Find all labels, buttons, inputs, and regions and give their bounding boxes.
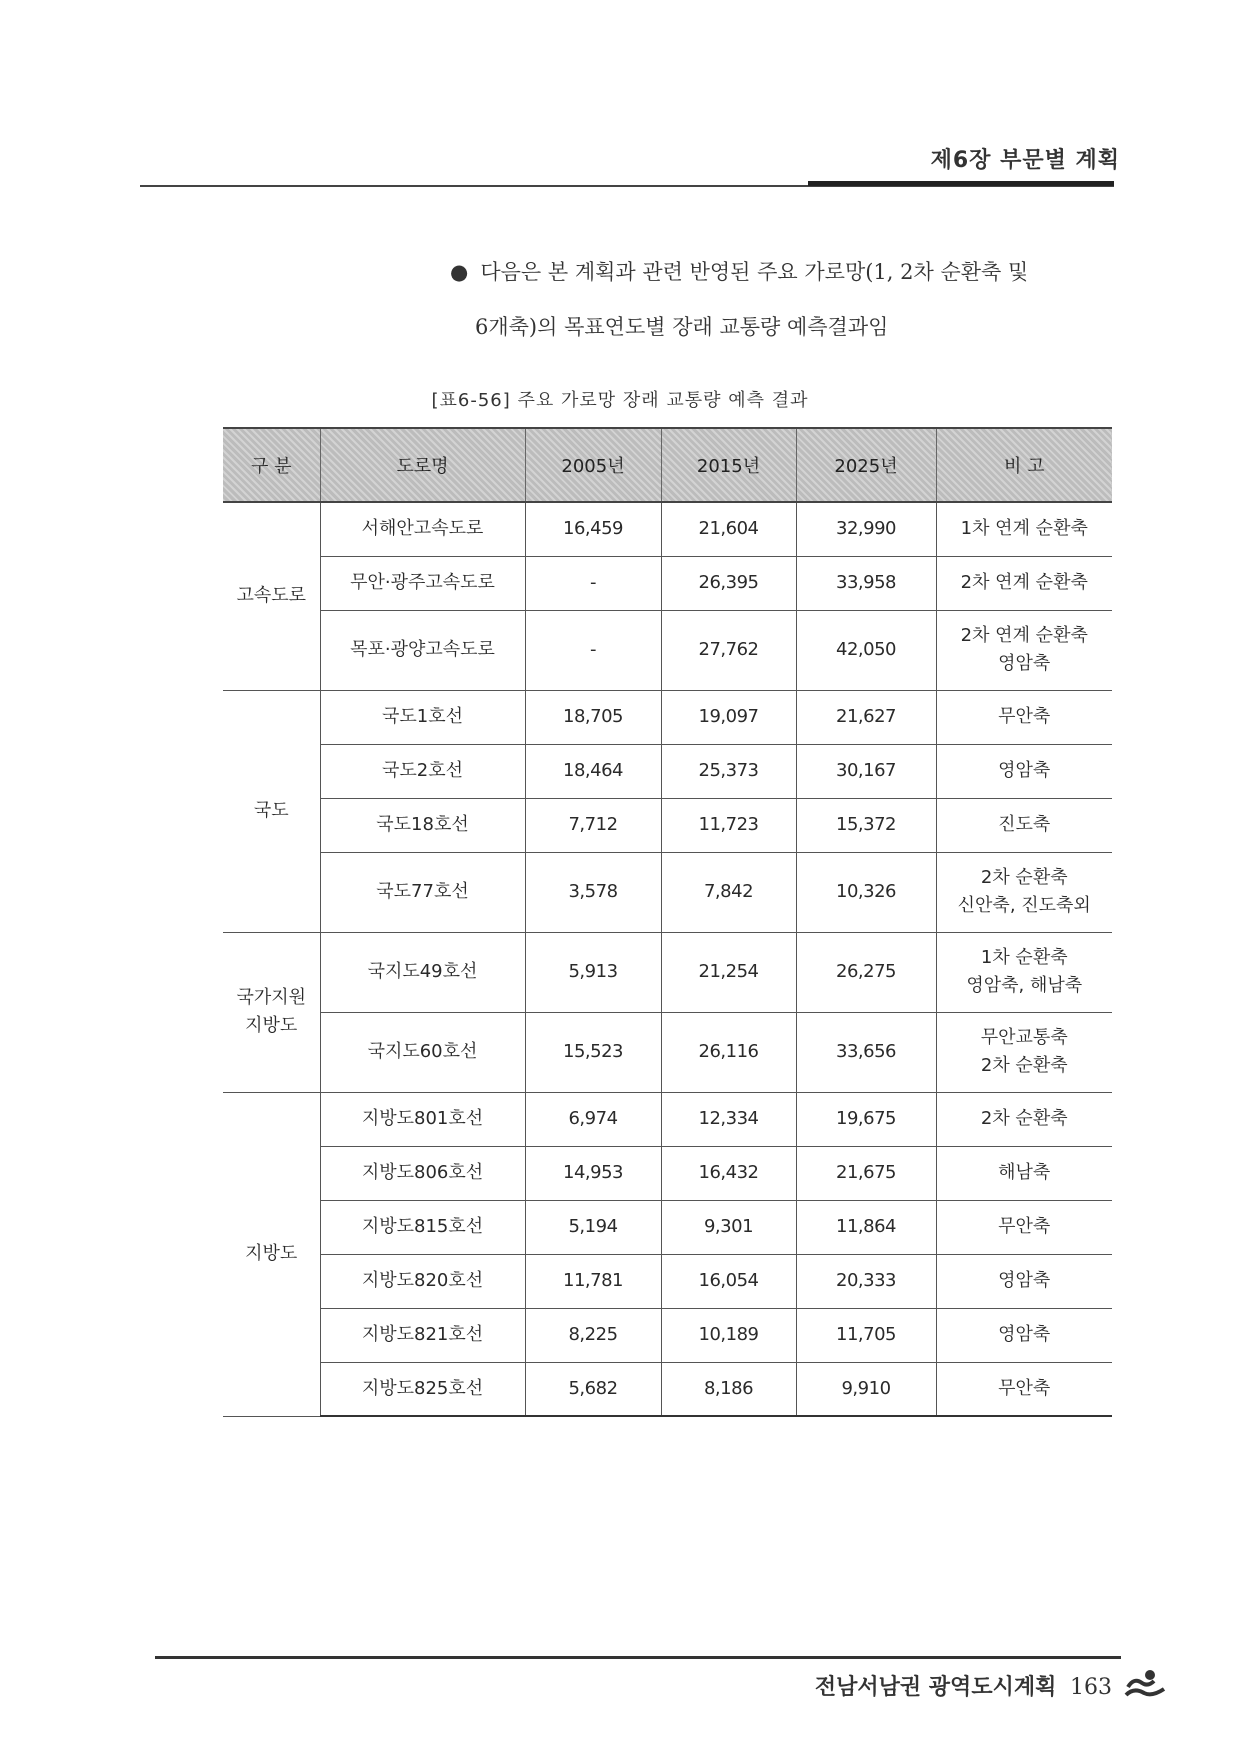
footer [815,1670,1112,1701]
note-cell: 무안교통축 2차 순환축 [936,1012,1112,1092]
table-row [223,1254,1112,1308]
table-row [223,610,1112,690]
value-2025: 19,675 [796,1092,936,1146]
road-cell: 지방도815호선 [320,1200,525,1254]
value-2005: 14,953 [525,1146,661,1200]
table-row [223,1200,1112,1254]
road-cell: 국지도60호선 [320,1012,525,1092]
value-2005: 3,578 [525,852,661,932]
value-2005: 8,225 [525,1308,661,1362]
note-cell: 2차 연계 순환축 [936,556,1112,610]
value-2005: 15,523 [525,1012,661,1092]
table-row [223,852,1112,932]
note-cell: 무안축 [936,1362,1112,1416]
header-2005: 2005년 [525,428,661,502]
note-cell: 무안축 [936,690,1112,744]
note-cell: 2차 연계 순환축 영암축 [936,610,1112,690]
value-2005: - [525,556,661,610]
value-2005: - [525,610,661,690]
value-2015: 19,097 [661,690,796,744]
value-2025: 26,275 [796,932,936,1012]
value-2025: 33,656 [796,1012,936,1092]
group-cell: 국가지원 지방도 [223,932,320,1092]
chapter-title: 제6장 부문별 계획 [930,148,1120,173]
table-row [223,1092,1112,1146]
header-note: 비 고 [936,428,1112,502]
value-2025: 21,675 [796,1146,936,1200]
table-row [223,1308,1112,1362]
header-2025: 2025년 [796,428,936,502]
table-row [223,1362,1112,1416]
road-cell: 국도77호선 [320,852,525,932]
value-2015: 10,189 [661,1308,796,1362]
table-header-row [223,428,1112,502]
value-2005: 16,459 [525,502,661,556]
intro-line-1: ● 다음은 본 계획과 관련 반영된 주요 가로망(1, 2차 순환축 및 [450,260,1029,284]
value-2005: 5,682 [525,1362,661,1416]
value-2025: 32,990 [796,502,936,556]
note-cell: 1차 순환축 영암축, 해남축 [936,932,1112,1012]
group-cell: 고속도로 [223,502,320,690]
value-2025: 20,333 [796,1254,936,1308]
table-row [223,690,1112,744]
value-2015: 12,334 [661,1092,796,1146]
value-2015: 16,432 [661,1146,796,1200]
value-2005: 7,712 [525,798,661,852]
bullet-icon: ● [450,260,469,284]
road-cell: 목포·광양고속도로 [320,610,525,690]
note-cell: 1차 연계 순환축 [936,502,1112,556]
intro-line-2: 6개축)의 목표연도별 장래 교통량 예측결과임 [475,315,889,339]
table-row [223,798,1112,852]
note-cell: 진도축 [936,798,1112,852]
value-2025: 30,167 [796,744,936,798]
traffic-forecast-table [223,427,1112,1417]
value-2025: 11,864 [796,1200,936,1254]
value-2005: 5,913 [525,932,661,1012]
note-cell: 무안축 [936,1200,1112,1254]
value-2015: 21,254 [661,932,796,1012]
header-category: 구 분 [223,428,320,502]
page-number: 163 [1070,1675,1112,1700]
intro-paragraph [450,245,1130,355]
note-cell: 해남축 [936,1146,1112,1200]
road-cell: 국도2호선 [320,744,525,798]
road-cell: 지방도820호선 [320,1254,525,1308]
value-2025: 10,326 [796,852,936,932]
value-2015: 8,186 [661,1362,796,1416]
note-cell: 영암축 [936,744,1112,798]
road-cell: 국도18호선 [320,798,525,852]
road-cell: 지방도821호선 [320,1308,525,1362]
road-cell: 국도1호선 [320,690,525,744]
value-2015: 25,373 [661,744,796,798]
road-cell: 무안·광주고속도로 [320,556,525,610]
road-cell: 국지도49호선 [320,932,525,1012]
header-road-name: 도로명 [320,428,525,502]
note-cell: 2차 순환축 [936,1092,1112,1146]
value-2025: 21,627 [796,690,936,744]
header-rule-accent [808,181,1114,186]
value-2005: 18,464 [525,744,661,798]
value-2025: 11,705 [796,1308,936,1362]
value-2005: 6,974 [525,1092,661,1146]
value-2005: 18,705 [525,690,661,744]
value-2015: 7,842 [661,852,796,932]
value-2015: 11,723 [661,798,796,852]
group-cell: 지방도 [223,1092,320,1416]
value-2025: 33,958 [796,556,936,610]
value-2015: 26,395 [661,556,796,610]
value-2015: 16,054 [661,1254,796,1308]
wave-logo-icon [1122,1665,1168,1701]
table-row [223,1146,1112,1200]
road-cell: 지방도806호선 [320,1146,525,1200]
value-2005: 5,194 [525,1200,661,1254]
footer-title: 전남서남권 광역도시계획 [814,1675,1057,1700]
table-row [223,1012,1112,1092]
value-2005: 11,781 [525,1254,661,1308]
header-2015: 2015년 [661,428,796,502]
road-cell: 지방도801호선 [320,1092,525,1146]
table-row [223,556,1112,610]
note-cell: 영암축 [936,1254,1112,1308]
table-caption: [표6-56] 주요 가로망 장래 교통량 예측 결과 [431,390,809,411]
value-2015: 26,116 [661,1012,796,1092]
note-cell: 2차 순환축 신안축, 진도축외 [936,852,1112,932]
table-row [223,932,1112,1012]
table-row [223,502,1112,556]
value-2015: 27,762 [661,610,796,690]
value-2015: 21,604 [661,502,796,556]
group-cell: 국도 [223,690,320,932]
footer-rule [155,1656,1121,1659]
value-2025: 9,910 [796,1362,936,1416]
note-cell: 영암축 [936,1308,1112,1362]
road-cell: 지방도825호선 [320,1362,525,1416]
road-cell: 서해안고속도로 [320,502,525,556]
table-row [223,744,1112,798]
value-2025: 15,372 [796,798,936,852]
value-2025: 42,050 [796,610,936,690]
value-2015: 9,301 [661,1200,796,1254]
